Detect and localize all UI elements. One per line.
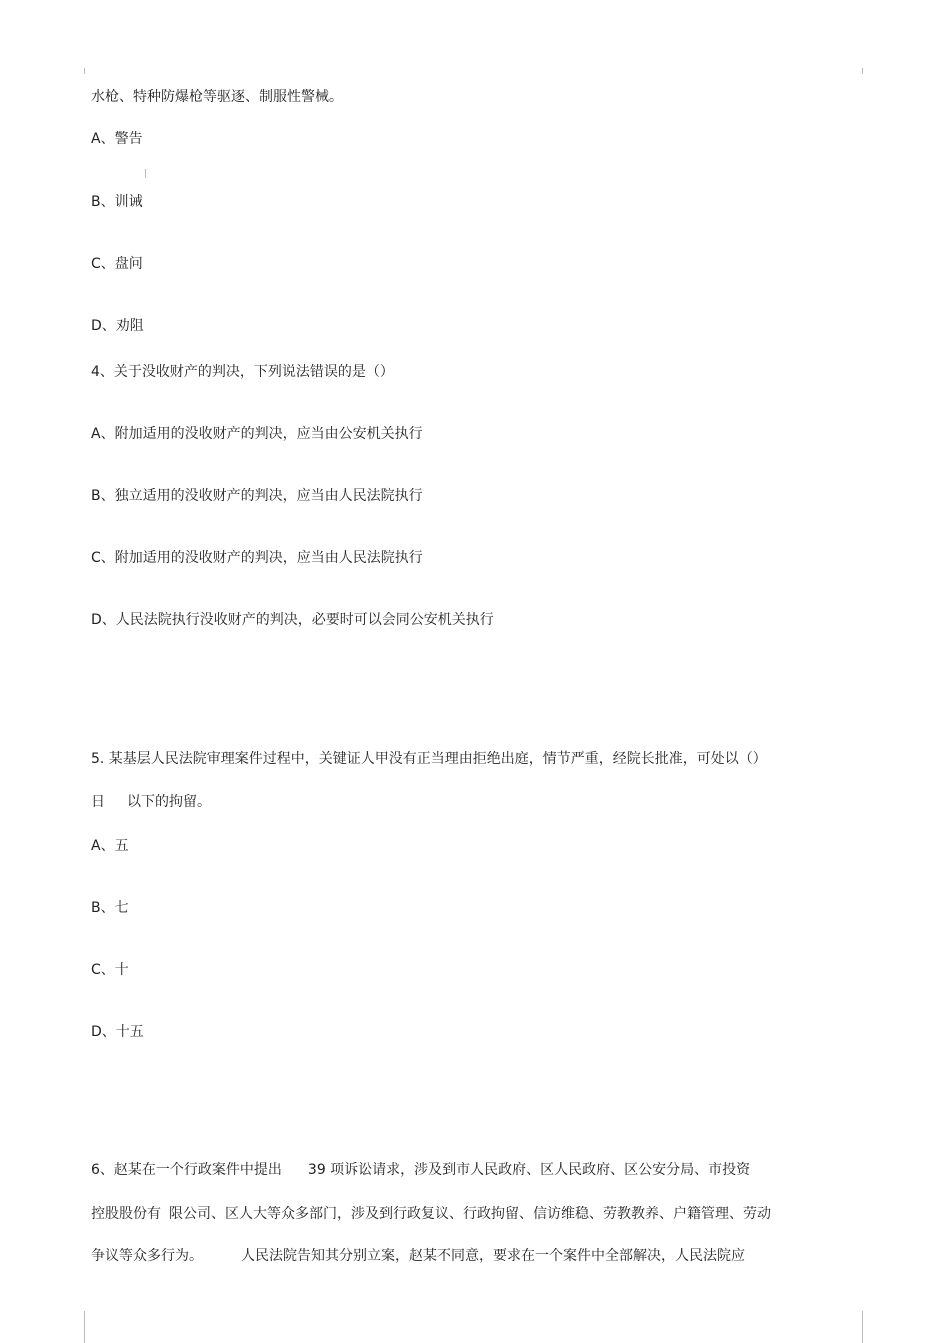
q6-line2-part1: 控股股份有	[91, 1206, 161, 1222]
q5-option-a: A、五	[91, 838, 129, 854]
q6-line3-part1: 争议等众多行为。	[91, 1248, 203, 1264]
corner-mark-top-right	[862, 68, 863, 74]
corner-mark-bottom-left	[84, 1311, 85, 1343]
q3-option-b: B、训诫	[91, 194, 143, 210]
corner-mark-bottom-right	[862, 1311, 863, 1343]
stray-mark	[145, 169, 146, 178]
q4-option-b: B、独立适用的没收财产的判决，应当由人民法院执行	[91, 488, 423, 504]
q3-option-d: D、劝阻	[91, 318, 144, 334]
q6-line1-part2: 39 项诉讼请求，涉及到市人民政府、区人民政府、区公安分局、市投资	[307, 1162, 751, 1178]
q6-line3	[91, 1247, 745, 1265]
q4-stem: 4、关于没收财产的判决，下列说法错误的是（）	[91, 364, 394, 380]
q5-stem-line2	[91, 793, 211, 811]
q5-option-b: B、七	[91, 900, 129, 916]
q6-line2	[91, 1205, 771, 1223]
q3-option-a: A、警告	[91, 131, 143, 147]
q4-option-a: A、附加适用的没收财产的判决，应当由公安机关执行	[91, 426, 423, 442]
q4-option-c: C、附加适用的没收财产的判决，应当由人民法院执行	[91, 550, 423, 566]
q5-stem-line1: 5. 某基层人民法院审理案件过程中，关键证人甲没有正当理由拒绝出庭，情节严重，经院长批准，可处以（）	[91, 751, 767, 767]
corner-mark-top-left	[84, 68, 85, 74]
q6-line2-part2: 限公司、区人大等众多部门，涉及到行政复议、行政拘留、信访维稳、劳教教养、户籍管理、劳动	[169, 1206, 771, 1222]
q6-line1-part1: 6、赵某在一个行政案件中提出	[91, 1162, 282, 1178]
intro-text: 水枪、特种防爆枪等驱逐、制服性警械。	[91, 89, 343, 105]
q6-line3-part2: 人民法院告知其分别立案，赵某不同意，要求在一个案件中全部解决，人民法院应	[241, 1248, 745, 1264]
q5-option-c: C、十	[91, 962, 129, 978]
q3-option-c: C、盘问	[91, 256, 143, 272]
q5-stem-line2-part2: 以下的拘留。	[127, 794, 211, 810]
q5-option-d: D、十五	[91, 1024, 144, 1040]
q6-line1	[91, 1161, 750, 1179]
q5-stem-line2-part1: 日	[91, 794, 105, 810]
q4-option-d: D、人民法院执行没收财产的判决，必要时可以会同公安机关执行	[91, 612, 494, 628]
